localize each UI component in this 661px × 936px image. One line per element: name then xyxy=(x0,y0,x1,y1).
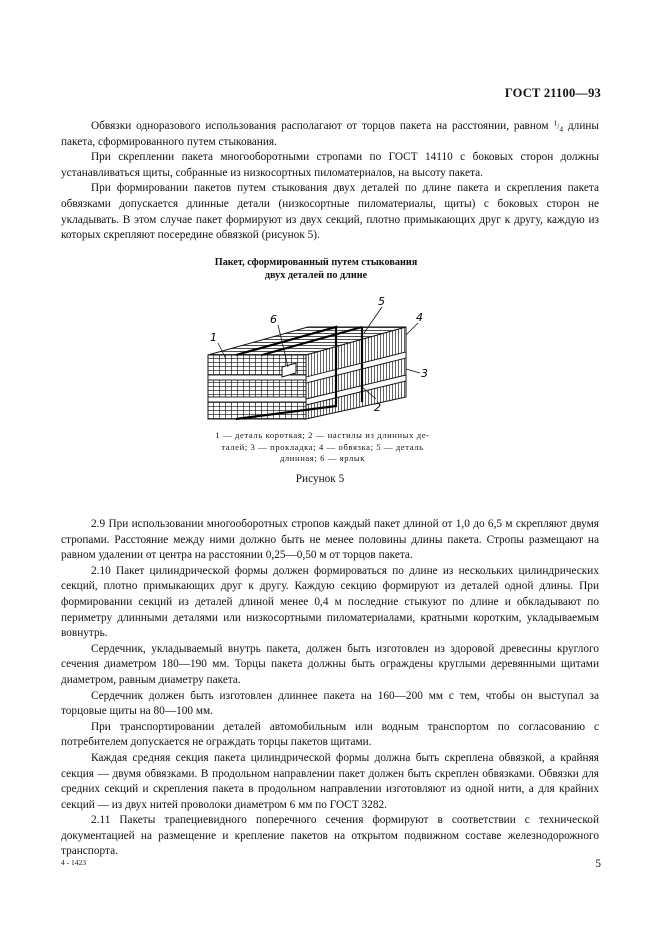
paragraph: При транспортировании деталей автомобильным или водным транспортом по согласованию с потребителем допускается не ограждать торцы пакетов щитами. xyxy=(61,720,599,749)
fraction: $^1/_4$ xyxy=(553,118,564,134)
paragraph-text: Обвязки одноразового использования располагают от торцов пакета на расстоянии, равном xyxy=(91,120,549,132)
figure-title xyxy=(186,257,446,282)
figure-title-line: двух деталей по длине xyxy=(264,269,368,281)
paragraph: При формировании пакетов путем стыкования двух деталей по длине пакета и скрепления пакета обвязками допускается длинные детали (низкосортные пиломатериалы, щиты) с боковых сторон не укладывать. В этом случае пакет формируют из двух секций, плотно примыкающих друг к другу, каждую из которых скрепляют посередине обвязкой (рисунок 5). xyxy=(61,182,599,242)
paragraph: Сердечник должен быть изготовлен длиннее пакета на 160—200 мм с тем, чтобы он выступал за торцовые щиты на 80—100 мм. xyxy=(61,689,599,718)
legend-line: длинная; 6 — ярлык xyxy=(279,453,366,463)
paragraph: 2.11 Пакеты трапециевидного поперечного сечения формируют в соответствии с технической документацией на размещение и крепление пакетов на открытом подвижном составе железнодорожного транспорта. xyxy=(61,814,599,858)
callout-1: 1 xyxy=(210,331,217,344)
callout-6: 6 xyxy=(270,313,277,326)
figure-legend xyxy=(195,430,450,465)
document-header: ГОСТ 21100—93 xyxy=(504,86,601,100)
callout-5: 5 xyxy=(378,295,385,308)
page-number: 5 xyxy=(595,858,601,870)
legend-line: талей; 3 — прокладка; 4 — обвязка; 5 — деталь xyxy=(221,441,424,452)
figure-caption: Рисунок 5 xyxy=(295,473,345,485)
callout-4: 4 xyxy=(416,311,423,324)
figure-title-line: Пакет, сформированный путем стыкования xyxy=(214,257,418,268)
print-code: 4 - 1423 xyxy=(61,858,86,867)
paragraph-text: длины пакета, сформированного путем стыкования. xyxy=(61,120,599,148)
package-figure xyxy=(196,287,446,421)
text-block-bottom xyxy=(61,517,599,860)
paragraph: 2.10 Пакет цилиндрической формы должен формироваться по длине из нескольких цилиндрических секций, плотно примыкающих друг к другу. Каждую секцию формируют из деталей одной длины. При формировании секций из деталей длиной менее 0,4 м последние стыкуют по длине и обкладывают по периметру длинными деталями или низкосортными пиломатериалами, кратными коротким, укладываемым вовнутрь. xyxy=(61,564,599,640)
legend-line: 1 — деталь короткая; 2 — настилы из длинных де- xyxy=(215,430,430,440)
paragraph: Каждая средняя секция пакета цилиндрической формы должна быть скреплена обвязкой, а крайняя секция — двумя обвязками. В продольном направлении пакет должен быть скреплен обвязками. Обвязки для средних секций и скрепления пакета в продольном направлении изготовляют из одной нити, а для крайних секций — из двух нитей проволоки диаметром 6 мм по ГОСТ 3282. xyxy=(61,751,599,811)
fraction-numerator: 1 xyxy=(553,118,558,128)
paragraph xyxy=(61,119,599,150)
paragraph: 2.9 При использовании многооборотных стропов каждый пакет длиной от 1,0 до 6,5 м скрепляют двумя стропами. Расстояние между ними должно быть не менее половины длины пакета. Стропы размещают на равном удалении от центра на расстоянии 0,25—0,50 м от торцов пакета. xyxy=(61,518,599,562)
text-block-top xyxy=(61,119,599,244)
callout-3: 3 xyxy=(421,367,428,380)
paragraph: При скреплении пакета многооборотными стропами по ГОСТ 14110 с боковых сторон должны устанавливаться щиты, собранные из низкосортных пиломатериалов, на высоту пакета. xyxy=(61,151,599,179)
fraction-denominator: 4 xyxy=(559,124,564,134)
paragraph: Сердечник, укладываемый внутрь пакета, должен быть изготовлен из здоровой древесины круглого сечения диаметром 180—190 мм. Торцы пакета должны быть ограждены круглыми деревянными щитами диаметром, равным диаметру пакета. xyxy=(61,642,599,686)
callout-2: 2 xyxy=(374,401,381,414)
